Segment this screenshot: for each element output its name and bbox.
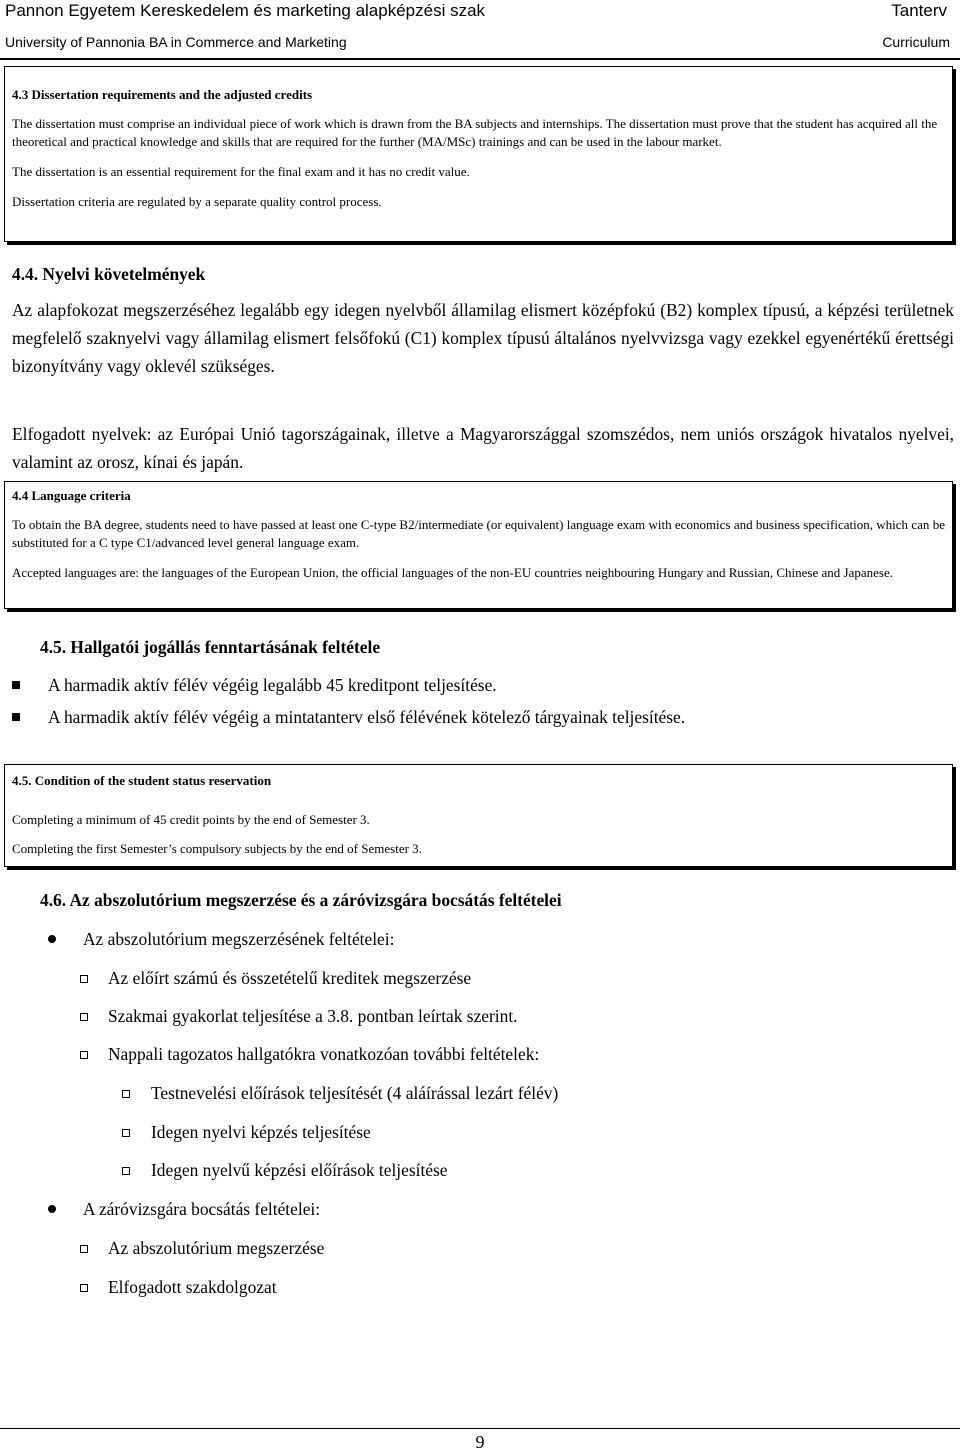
page-number: 9 [475,1432,485,1452]
header-subtitle: University of Pannonia BA in Commerce and Marketing [5,34,347,50]
language-criteria-text-1: To obtain the BA degree, students need to have passed at least one C-type B2/intermediate (or equivalent) language exam with economics and business specification, which can be substituted for a C type C1/advanced level general language exam. [12,517,945,550]
round-bullet-icon [48,935,56,943]
open-square-bullet-icon [122,1129,130,1137]
language-req-heading: 4.4. Nyelvi követelmények [12,264,206,284]
header-rule [0,58,960,60]
square-bullet-icon [12,713,20,721]
list-item: Testnevelési előírások teljesítését (4 aláírással lezárt félév) [122,1079,558,1107]
language-criteria-box [4,481,953,609]
open-square-bullet-icon [80,1051,88,1059]
language-req-text-2: Elfogadott nyelvek: az Európai Unió tagországainak, illetve a Magyarországgal szomszédos, nem uniós országok hivatalos nyelvei, valamint az orosz, kínai és japán. [12,424,954,472]
list-item: Az előírt számú és összetételű kreditek megszerzése [80,964,471,992]
list-item: A harmadik aktív félév végéig legalább 45 kreditpont teljesítése. [12,671,685,703]
list-item: Idegen nyelvi képzés teljesítése [122,1118,371,1146]
dissertation-text-1: The dissertation must comprise an individual piece of work which is drawn from the BA subjects and internships. The dissertation must prove that the student has acquired all the theoretical and practical knowledge and skills that are required for the further (MA/MSc) trainings and can be used in the labour market. [12,116,938,149]
list-item: Az abszolutórium megszerzésének feltételei: [48,925,394,953]
list-item: Az abszolutórium megszerzése [80,1234,324,1262]
header-right: Tanterv [891,1,947,20]
language-criteria-text-2: Accepted languages are: the languages of the European Union, the official languages of the non-EU countries neighbouring Hungary and Russian, Chinese and Japanese. [12,565,893,580]
dissertation-text-3: Dissertation criteria are regulated by a separate quality control process. [12,194,382,209]
student-status-heading: 4.5. Hallgatói jogállás fenntartásának feltétele [40,637,381,657]
open-square-bullet-icon [80,1245,88,1253]
dissertation-text-2: The dissertation is an essential requirement for the final exam and it has no credit value. [12,164,470,179]
list-item: A harmadik aktív félév végéig a mintatanterv első félévének kötelező tárgyainak teljesítése. [12,703,685,735]
open-square-bullet-icon [80,1013,88,1021]
open-square-bullet-icon [122,1090,130,1098]
page-header [0,0,960,62]
list-item: Nappali tagozatos hallgatókra vonatkozóan további feltételek: [80,1040,539,1068]
student-status-en-text-1: Completing a minimum of 45 credit points by the end of Semester 3. [12,812,370,827]
language-req-text-1: Az alapfokozat megszerzéséhez legalább egy idegen nyelvből államilag elismert középfokú (B2) komplex típusú, a képzési területnek megfelelő szaknyelvi vagy államilag elismert felsőfokú (C1) komplex típusú általános nyelvvizsga vagy ezekkel egyenértékű érettségi bizonyítvány vagy oklevél szükséges. [12,300,954,376]
student-status-en-text-2: Completing the first Semester’s compulsory subjects by the end of Semester 3. [12,841,422,856]
list-item: A záróvizsgára bocsátás feltételei: [48,1195,320,1223]
dissertation-heading: 4.3 Dissertation requirements and the adjusted credits [12,87,313,102]
footer-rule [0,1428,960,1429]
dissertation-box [4,66,953,242]
list-item: Szakmai gyakorlat teljesítése a 3.8. pontban leírtak szerint. [80,1002,518,1030]
round-bullet-icon [48,1205,56,1213]
list-item: Idegen nyelvű képzési előírások teljesítése [122,1156,448,1184]
open-square-bullet-icon [80,975,88,983]
language-criteria-heading: 4.4 Language criteria [12,488,131,503]
list-item: Elfogadott szakdolgozat [80,1273,277,1301]
header-subtitle-right: Curriculum [882,34,950,50]
header-title: Pannon Egyetem Kereskedelem és marketing alapképzési szak [5,1,486,20]
square-bullet-icon [12,681,20,689]
student-status-list [12,671,685,735]
student-status-box [4,764,953,867]
absolutorium-heading: 4.6. Az abszolutórium megszerzése és a záróvizsgára bocsátás feltételei [40,890,562,910]
open-square-bullet-icon [122,1167,130,1175]
open-square-bullet-icon [80,1284,88,1292]
student-status-en-heading: 4.5. Condition of the student status reservation [12,773,272,788]
